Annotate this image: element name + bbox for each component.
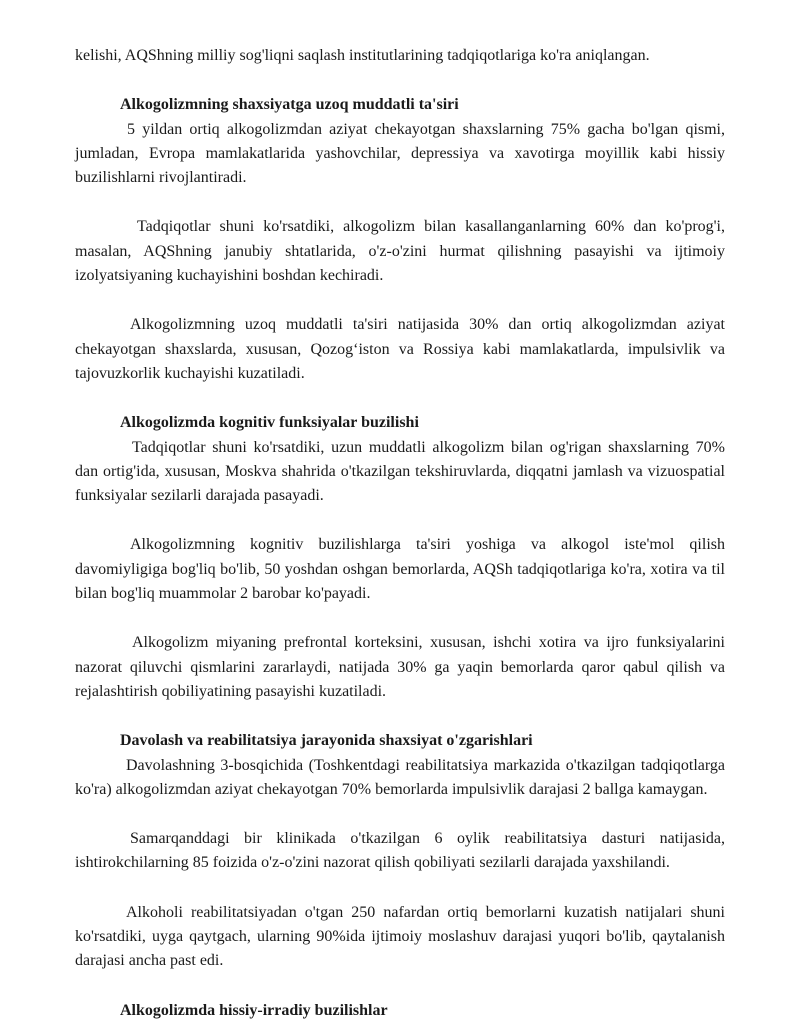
paragraph-attention: Tadqiqotlar shuni ko'rsatdiki, uzun muddatli alkogolizm bilan og'rigan shaxslarning 70% dan ortig'ida, xususan, Moskva shahrida o'tkazilgan tekshiruvlarda, diqqatni jamlash va vizuospatial funksiyalar sezilarli darajada pasayadi. <box>75 438 725 505</box>
paragraph-self-esteem: Tadqiqotlar shuni ko'rsatdiki, alkogolizm bilan kasallanganlarning 60% dan ko'prog'i, masalan, AQShning janubiy shtatlarida, o'z-o'zini hurmat qilishning pasayishi va ijtimoiy izolyatsiyaning kuchayishini boshdan kechiradi. <box>75 218 725 285</box>
paragraph-impulsivity: Alkogolizmning uzoq muddatli ta'siri natijasida 30% dan ortiq alkogolizmdan aziyat chekayotgan shaxslarda, xususan, Qozog‘iston va Rossiya kabi mamlakatlarda, impulsivlik va tajovuzkorlik kuchayishi kuzatiladi. <box>75 316 725 382</box>
paragraph-continuation: kelishi, AQShning milliy sog'liqni saqlash institutlarining tadqiqotlariga ko'ra aniqlangan. <box>75 47 650 64</box>
paragraph-samarkand-clinic: Samarqanddagi bir klinikada o'tkazilgan 6 oylik reabilitatsiya dasturi natijasida, ishtirokchilarning 85 foizida o'z-o'zini nazorat qilish qobiliyati sezilarli darajada yaxshilandi. <box>75 830 725 872</box>
section-heading-long-term-effects: Alkogolizmning shaxsiyatga uzoq muddatli ta'siri <box>120 96 459 114</box>
paragraph-prefrontal: Alkogolizm miyaning prefrontal korteksini, xususan, ishchi xotira va ijro funksiyalarini nazorat qiluvchi qismlarini zararlaydi, natijada 30% ga yaqin bemorlarda qaror qabul qilish va rejalashtirish qobiliyatining pasayishi kuzatiladi. <box>75 634 725 700</box>
section-heading-emotional-volitional: Alkogolizmda hissiy-irradiy buzilishlar <box>120 1001 388 1019</box>
paragraph-treatment-stage: Davolashning 3-bosqichida (Toshkentdagi reabilitatsiya markazida o'tkazilgan tadqiqotlarga ko'ra) alkogolizmdan aziyat chekayotgan 70% bemorlarda impulsivlik darajasi 2 ballga kamaygan. <box>75 756 725 798</box>
document-page <box>75 44 725 1023</box>
section-heading-rehabilitation: Davolash va reabilitatsiya jarayonida shaxsiyat o'zgarishlari <box>120 732 533 750</box>
paragraph-observation: Alkoholi reabilitatsiyadan o'tgan 250 nafardan ortiq bemorlarni kuzatish natijalari shuni ko'rsatdiki, uyga qaytgach, ularning 90%ida ijtimoiy moslashuv darajasi yuqori bo'lib, qaytalanish darajasi ancha past edi. <box>75 903 725 970</box>
paragraph-memory: Alkogolizmning kognitiv buzilishlarga ta'siri yoshiga va alkogol iste'mol qilish davomiyligiga bog'liq bo'lib, 50 yoshdan oshgan bemorlarda, AQSh tadqiqotlariga ko'ra, xotira va til bilan bog'liq muammolar 2 barobar ko'payadi. <box>75 536 725 603</box>
paragraph-emotional-disorders: 5 yildan ortiq alkogolizmdan aziyat chekayotgan shaxslarning 75% gacha bo'lgan qismi, jumladan, Evropa mamlakatlarida yashovchilar, depressiya va xavotirga moyillik kabi hissiy buzilishlarni rivojlantiradi. <box>75 120 725 187</box>
section-heading-cognitive: Alkogolizmda kognitiv funksiyalar buzilishi <box>120 414 419 432</box>
